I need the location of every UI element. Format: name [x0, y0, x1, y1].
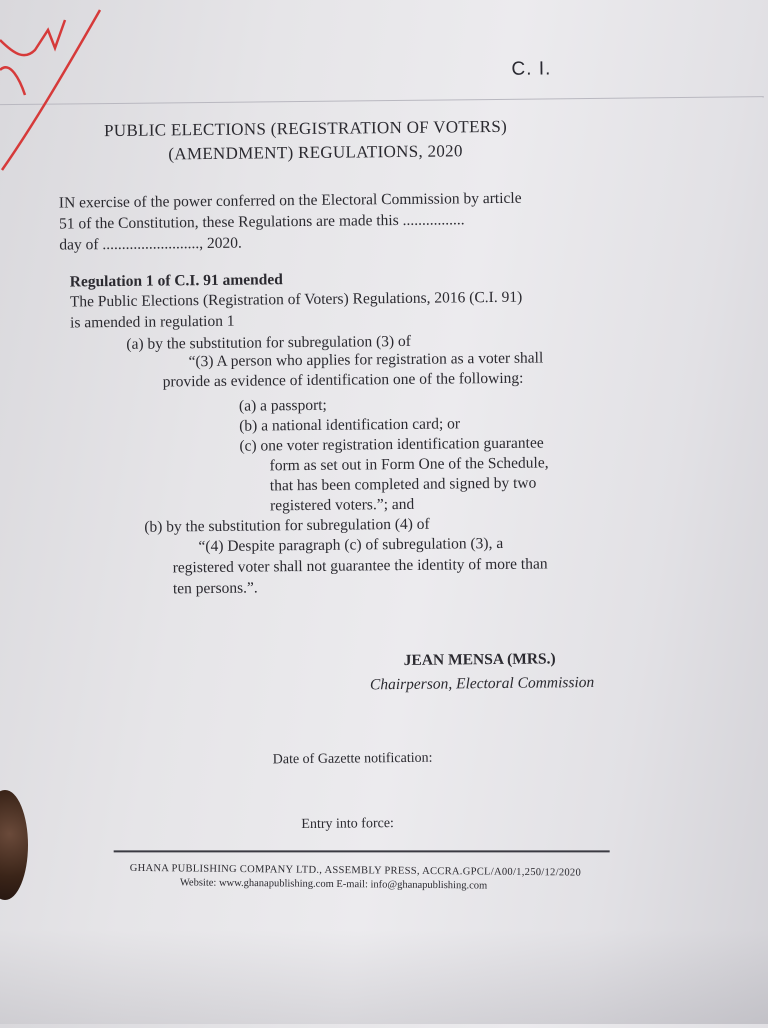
- footer-publisher: GHANA PUBLISHING COMPANY LTD., ASSEMBLY PRESS, ACCRA.GPCL/A00/1,250/12/2020: [129, 862, 582, 879]
- item-c-line-1: (c) one voter registration identification guarantee: [239, 434, 544, 455]
- paragraph-b-line-4: ten persons.”.: [172, 579, 258, 598]
- paragraph-b-line-3: registered voter shall not guarantee the identity of more than: [172, 555, 548, 577]
- paragraph-b-line-1: (b) by the substitution for subregulation (4) of: [144, 515, 430, 536]
- signatory-role: Chairperson, Electoral Commission: [369, 673, 595, 694]
- paragraph-b-line-2: “(4) Despite paragraph (c) of subregulation (3), a: [198, 534, 504, 556]
- paragraph-a-line-1: (a) by the substitution for subregulation (3) of: [126, 332, 411, 353]
- item-c-line-2: form as set out in Form One of the Schedule,: [269, 454, 549, 475]
- regulation-line-2: is amended in regulation 1: [70, 312, 235, 332]
- intro-line-3: day of ........................., 2020.: [59, 234, 242, 254]
- intro-line-1: IN exercise of the power conferred on the Electoral Commission by article: [58, 189, 522, 212]
- regulation-line-1: The Public Elections (Registration of Voters) Regulations, 2016 (C.I. 91): [69, 288, 523, 311]
- item-a: (a) a passport;: [238, 396, 327, 415]
- footer-contact: Website: www.ghanapublishing.com E-mail: info@ghanapublishing.com: [179, 877, 488, 892]
- intro-line-2: 51 of the Constitution, these Regulations are made this ................: [59, 211, 465, 233]
- regulation-heading: Regulation 1 of C.I. 91 amended: [69, 271, 283, 291]
- footer-rule: [114, 850, 610, 852]
- entry-into-force-label: Entry into force:: [301, 816, 394, 833]
- gazette-notification-label: Date of Gazette notification:: [272, 750, 433, 768]
- item-b: (b) a national identification card; or: [239, 415, 461, 435]
- red-pen-mark-icon: [0, 0, 140, 200]
- item-c-line-3: that has been completed and signed by two: [269, 474, 537, 495]
- title-line-2: (AMENDMENT) REGULATIONS, 2020: [168, 141, 463, 164]
- paragraph-a-line-2: “(3) A person who applies for registration as a voter shall: [188, 349, 544, 371]
- page-shadow: [0, 930, 768, 1024]
- title-line-1: PUBLIC ELECTIONS (REGISTRATION OF VOTERS): [104, 116, 508, 141]
- item-c-line-4: registered voters.”; and: [269, 495, 415, 515]
- paragraph-a-line-3: provide as evidence of identification one of the following:: [162, 369, 524, 391]
- ci-label: C. I.: [511, 58, 552, 80]
- signatory-name: JEAN MENSA (MRS.): [403, 650, 556, 669]
